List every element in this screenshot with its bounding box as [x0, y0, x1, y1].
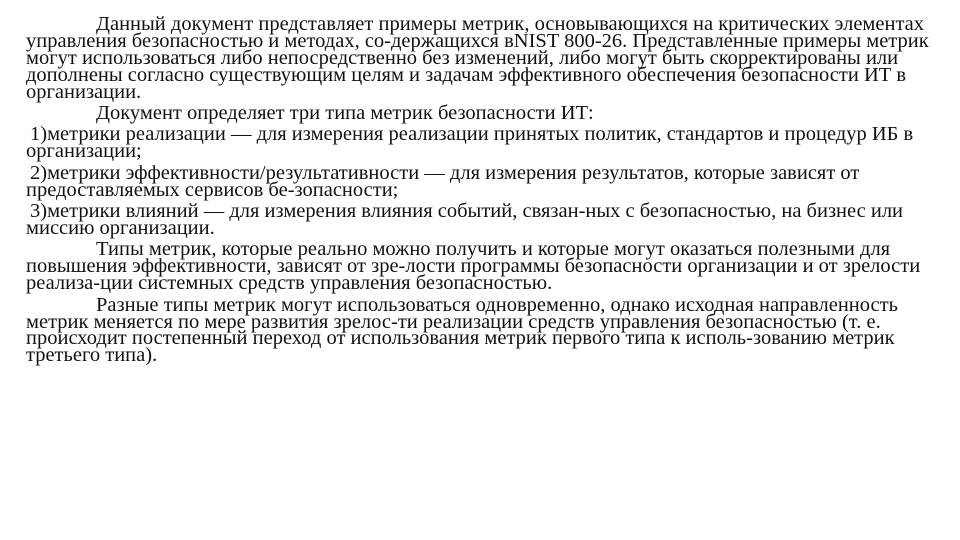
list-item-effectiveness-metrics: 2)метрики эффективности/результативности — для измерения результатов, которые зависят от предоставляемых сервисов бе-зопасности;	[26, 161, 860, 201]
paragraph-maturity: Типы метрик, которые реально можно получить и которые могут оказаться полезными для повышения эффективности, зависят от зре-лости программы безопасности организации и от зрелости реализа-ции системных средств управления безопасностью.	[26, 238, 921, 295]
paragraph-types-heading: Документ определяет три типа метрик безопасности ИТ:	[96, 102, 594, 125]
paragraph-concurrent-use: Разные типы метрик могут использоваться одновременно, однако исходная направленность метрик меняется по мере развития зрелос-ти реализации средств управления безопасностью (т. е. происходит постепенный переход от использования метрик первого типа к исполь-зованию метрик третьего типа).	[26, 293, 898, 367]
paragraph-intro: Данный документ представляет примеры метрик, основывающихся на критических элементах управления безопасностью и методах, со-держащихся вNIST 800-26. Представленные примеры метрик могут использоваться либо непосредственно без изменений, либо могут быть скорректированы или дополнены согласно существующим целям и задачам эффективного обеспечения безопасности ИТ в организации.	[26, 13, 929, 103]
list-item-impact-metrics: 3)метрики влияний — для измерения влияния событий, связан-ных с безопасностью, на бизнес или миссию организации.	[26, 200, 904, 239]
document-body	[26, 13, 941, 369]
list-item-implementation-metrics: 1)метрики реализации — для измерения реализации принятых политик, стандартов и процедур ИБ в организации;	[26, 123, 914, 163]
